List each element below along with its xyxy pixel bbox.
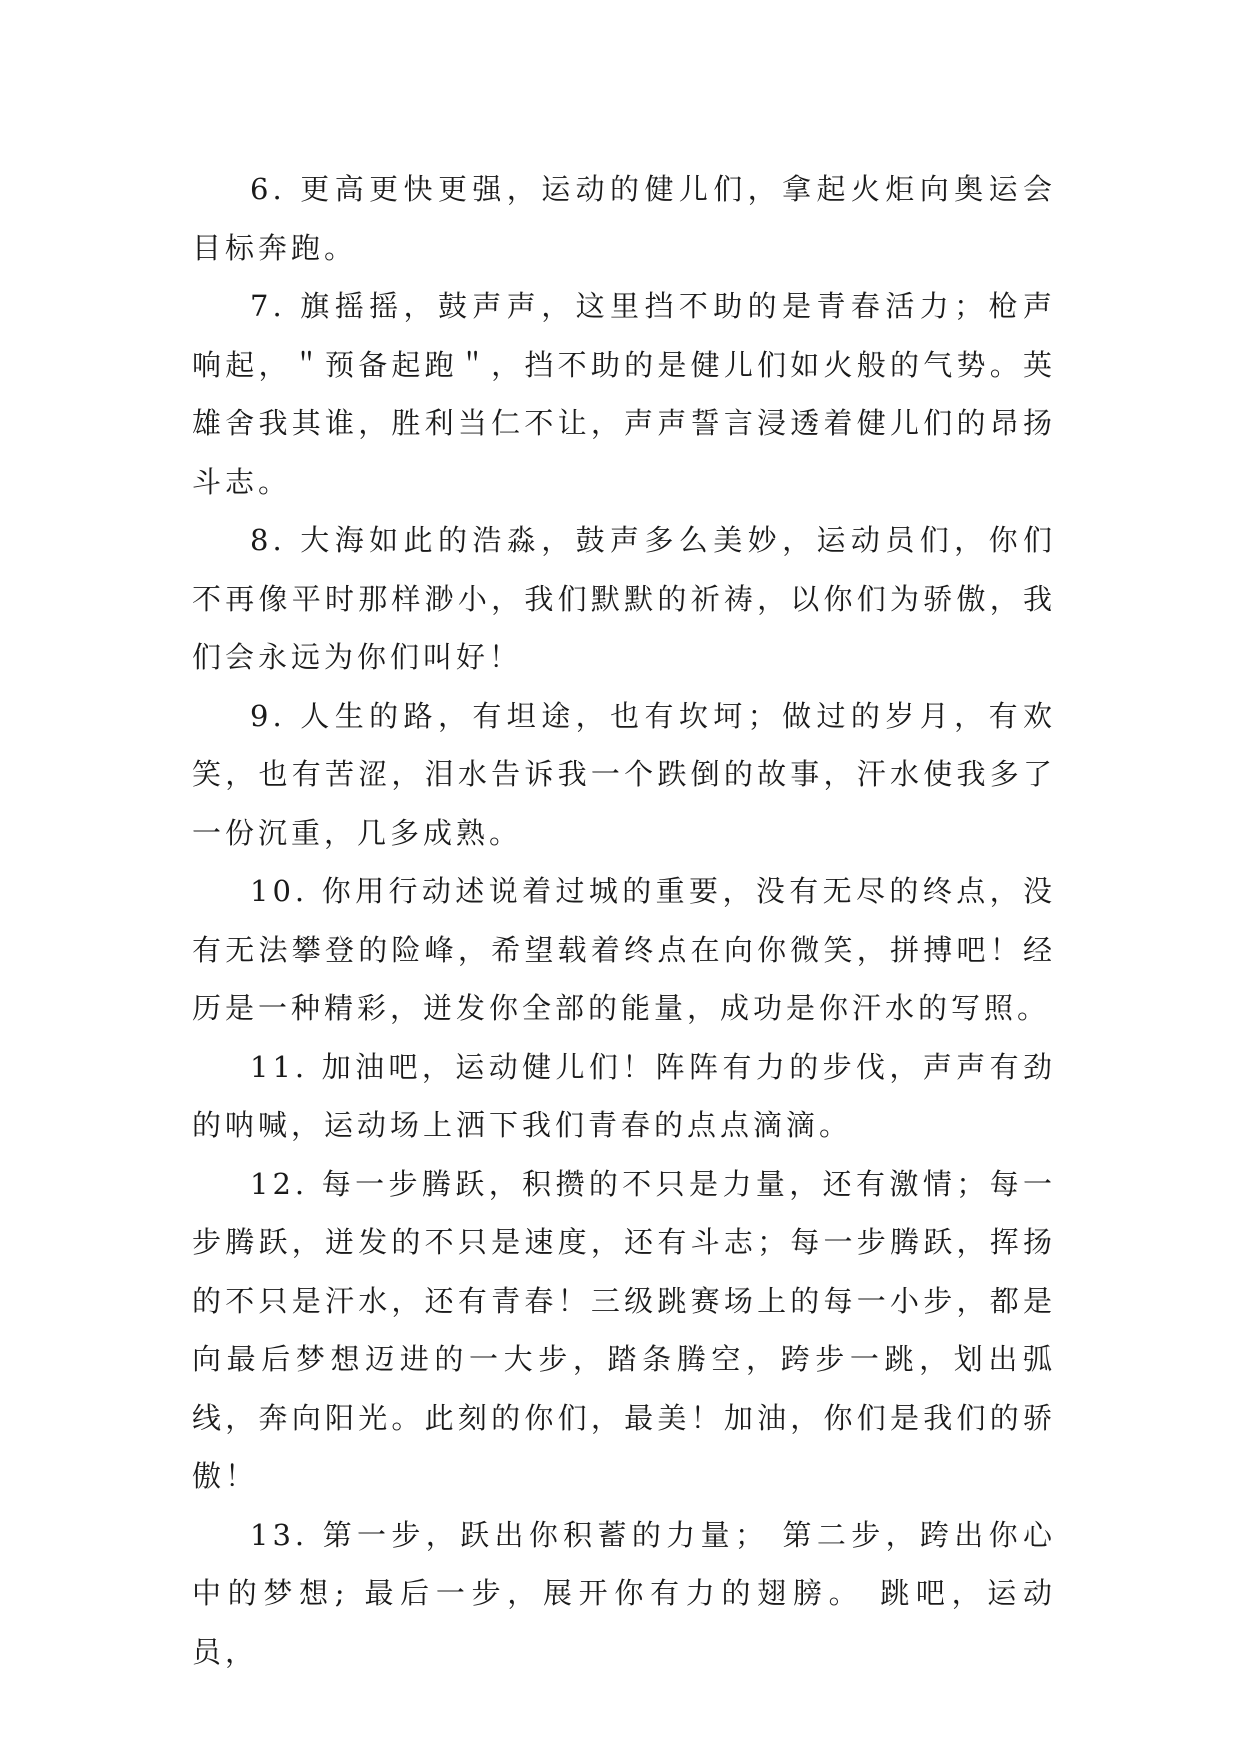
paragraph-12: 12. 每一步腾跃，积攒的不只是力量，还有激情；每一步腾跃，迸发的不只是速度，还有斗志；每一步腾跃，挥扬的不只是汗水，还有青春！三级跳赛场上的每一小步，都是向最后梦想迈进的一大步，踏条腾空，跨步一跳，划出弧线，奔向阳光。此刻的你们，最美！加油，你们是我们的骄傲！ xyxy=(192,1166,1056,1493)
paragraph-13: 13. 第一步，跃出你积蓄的力量； 第二步，跨出你心中的梦想; 最后一步，展开你有力的翅膀。 跳吧，运动员， xyxy=(192,1517,1056,1669)
paragraph-7: 7. 旗摇摇，鼓声声，这里挡不助的是青春活力；枪声响起，＂预备起跑＂，挡不助的是健儿们如火般的气势。英雄舍我其谁，胜利当仁不让，声声誓言浸透着健儿们的昂扬斗志。 xyxy=(192,289,1056,499)
paragraph-9: 9. 人生的路，有坦途，也有坎坷；做过的岁月，有欢笑，也有苦涩，泪水告诉我一个跌倒的故事，汗水使我多了一份沉重，几多成熟。 xyxy=(192,698,1056,850)
document-body xyxy=(192,160,1056,1681)
paragraph-10: 10. 你用行动述说着过城的重要，没有无尽的终点，没有无法攀登的险峰，希望载着终点在向你微笑，拼搏吧！经历是一种精彩，迸发你全部的能量，成功是你汗水的写照。 xyxy=(192,874,1056,1025)
paragraph-6: 6. 更高更快更强，运动的健儿们，拿起火炬向奥运会目标奔跑。 xyxy=(192,172,1056,265)
paragraph-11: 11. 加油吧，运动健儿们！阵阵有力的步伐，声声有劲的呐喊，运动场上洒下我们青春的点点滴滴。 xyxy=(192,1049,1056,1142)
paragraph-8: 8. 大海如此的浩淼，鼓声多么美妙，运动员们，你们不再像平时那样渺小，我们默默的祈祷，以你们为骄傲，我们会永远为你们叫好！ xyxy=(192,523,1056,674)
